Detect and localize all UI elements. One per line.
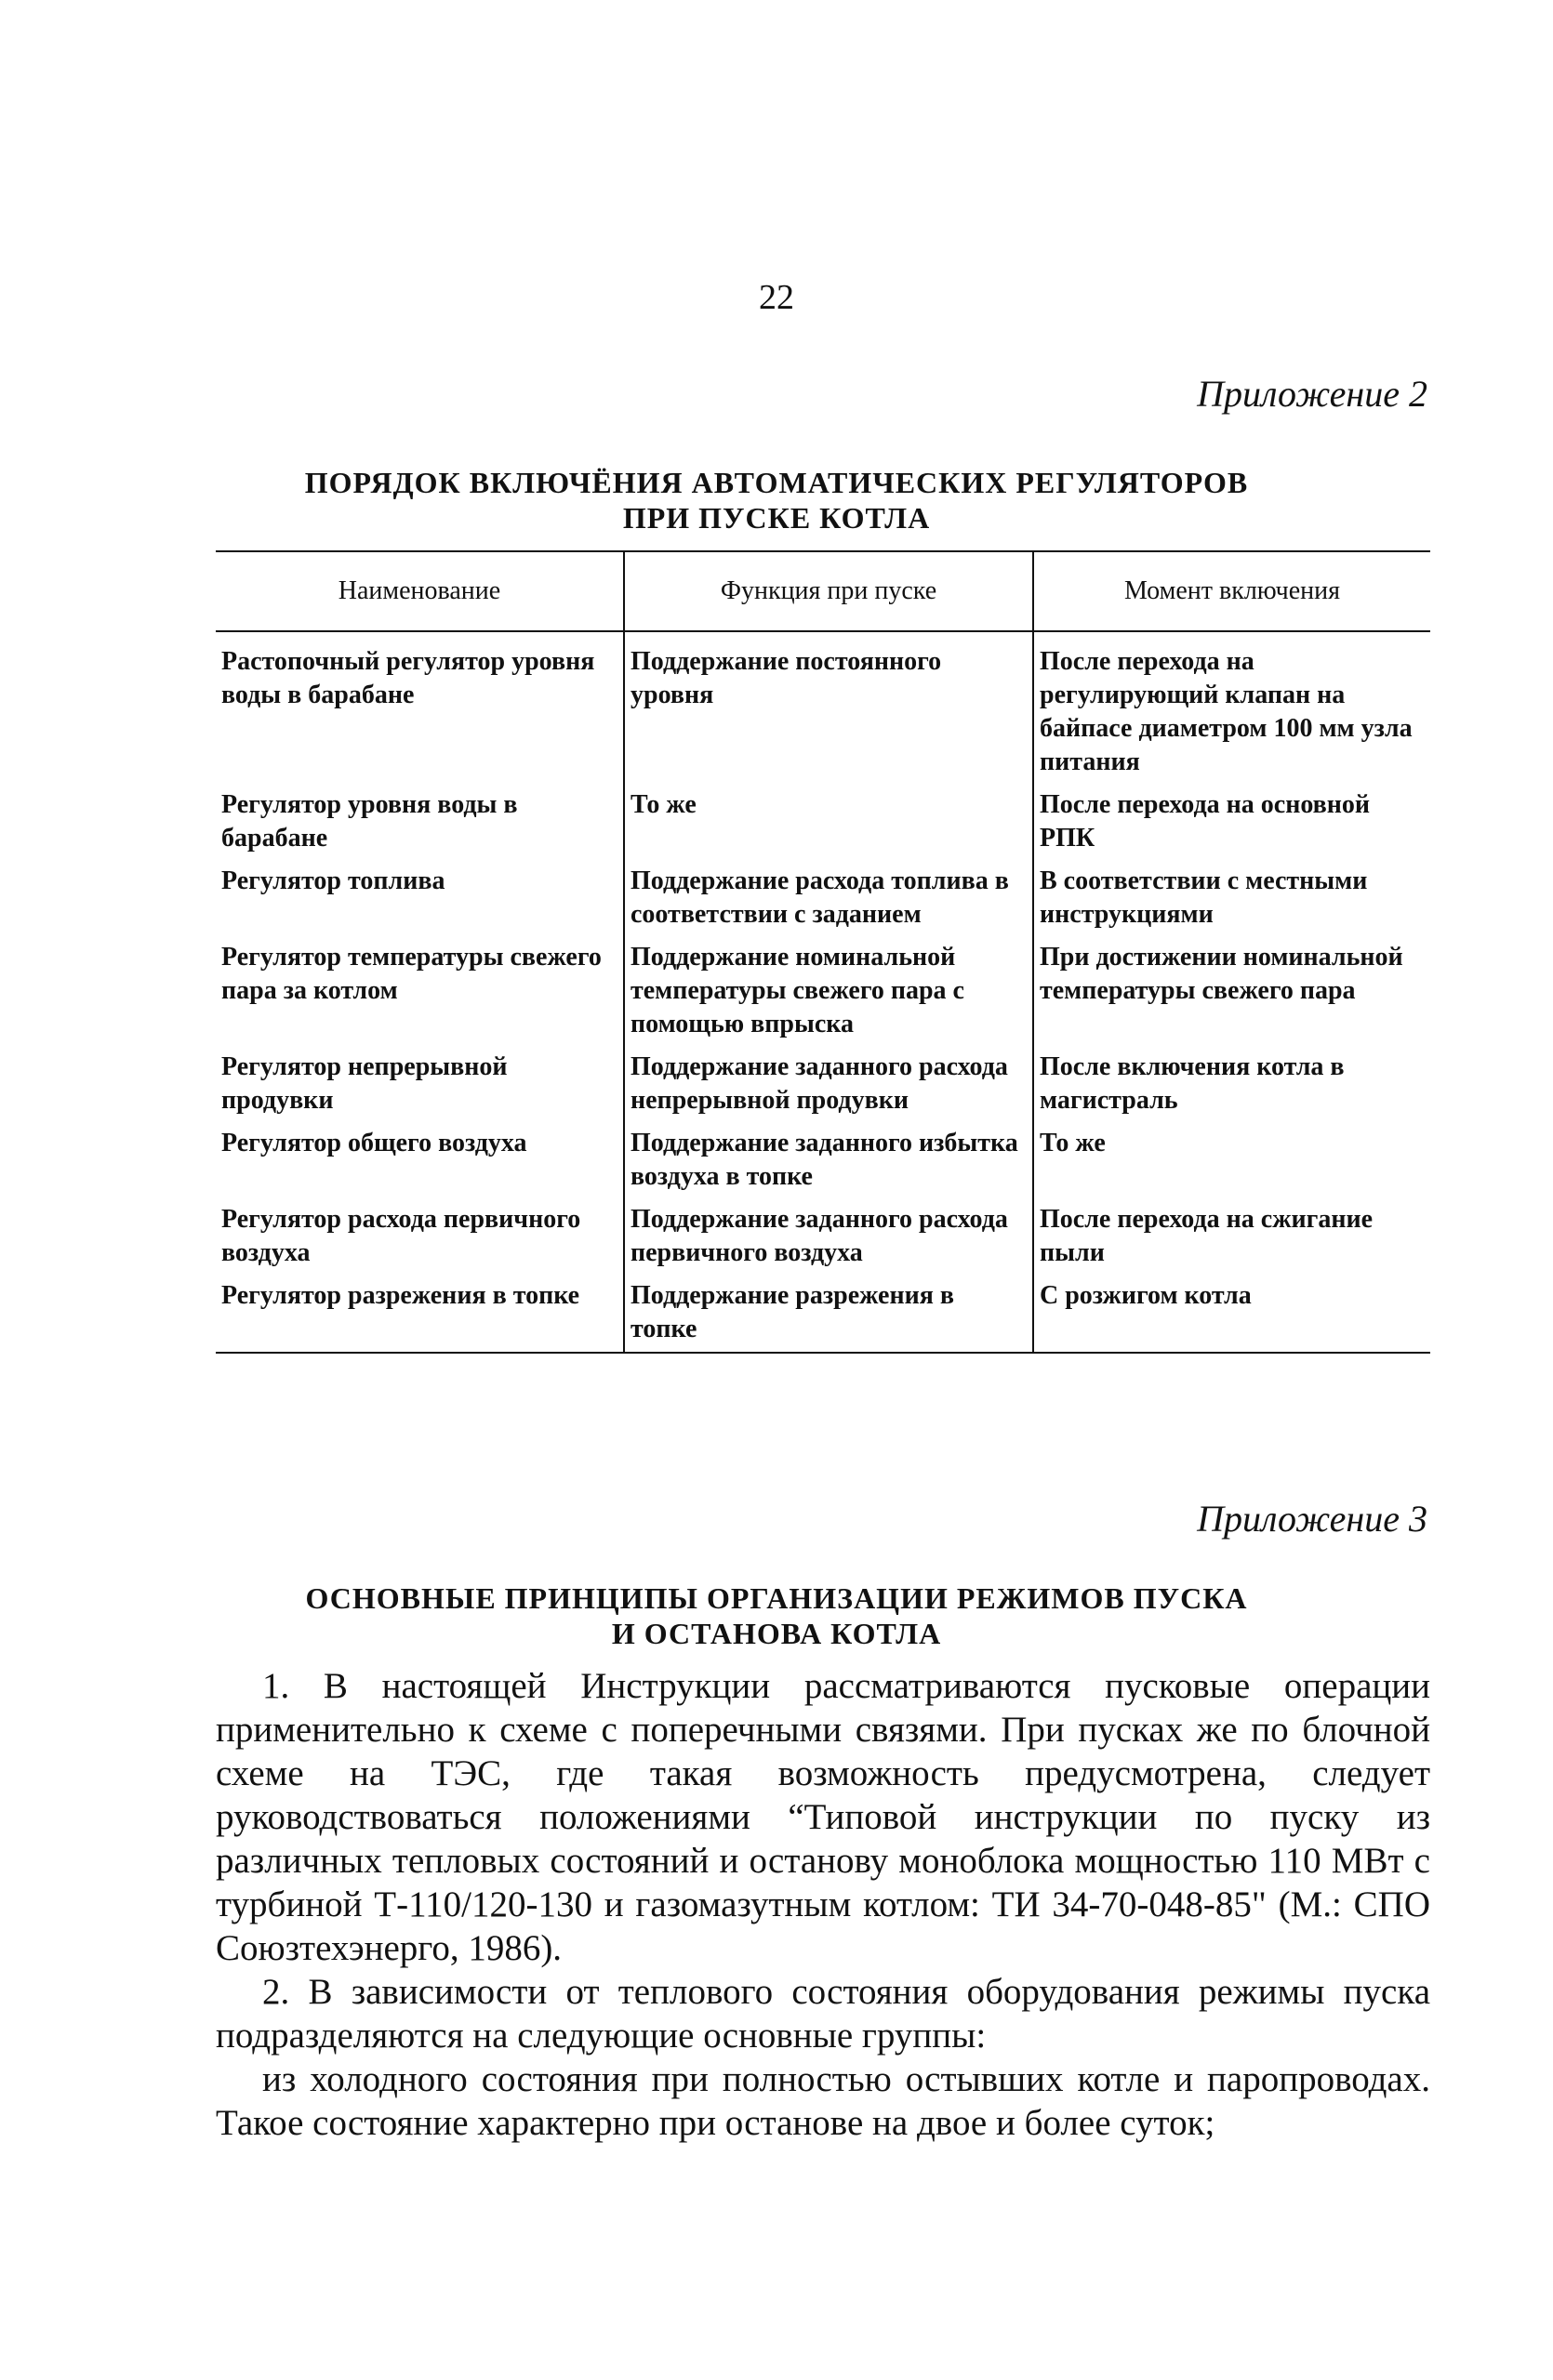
table-row — [216, 937, 1430, 1047]
cell-function: Поддержание разрежения в топке — [624, 1276, 1033, 1353]
paragraph: 1. В настоящей Инструкции рассматриваются пусковые операции применительно к схеме с поперечными связями. При пусках же по блочной схеме на ТЭС, где такая возможность предусмотрена, следует руководствоваться положениями “Типовой инструкции по пуску из различных тепловых состояний и останову моноблока мощностью 110 МВт с турбиной Т-110/120-130 и газомазутным котлом: ТИ 34-70-048-85" (М.: СПО Союзтехэнерго, 1986). — [216, 1666, 1430, 1968]
header-function: Функция при пуске — [624, 551, 1033, 631]
title-line-2: ПРИ ПУСКЕ КОТЛА — [622, 501, 931, 535]
title-line-1: ПОРЯДОК ВКЛЮЧЁНИЯ АВТОМАТИЧЕСКИХ РЕГУЛЯТОРОВ — [304, 466, 1249, 499]
appendix-3-label: Приложение 3 — [1197, 1498, 1427, 1540]
appendix-2-label: Приложение 2 — [1197, 373, 1427, 415]
title-line-1: ОСНОВНЫЕ ПРИНЦИПЫ ОРГАНИЗАЦИИ РЕЖИМОВ ПУСКА — [305, 1581, 1248, 1615]
cell-name: Регулятор топлива — [221, 866, 445, 895]
cell-function: То же — [624, 785, 1033, 861]
table-row — [216, 1123, 1430, 1199]
paragraph: 2. В зависимости от теплового состояния оборудования режимы пуска подразделяются на следующие основные группы: — [216, 1972, 1430, 2056]
table-row — [216, 1047, 1430, 1123]
cell-name: Регулятор расхода первичного воздуха — [221, 1205, 581, 1267]
table-header-row — [216, 551, 1430, 631]
table-row — [216, 785, 1430, 861]
cell-moment: После включения котла в магистраль — [1033, 1047, 1430, 1123]
cell-moment: При достижении номинальной температуры свежего пара — [1033, 937, 1430, 1047]
appendix-3-title — [0, 1580, 1553, 1651]
header-moment: Момент включения — [1033, 551, 1430, 631]
regulators-table — [216, 550, 1430, 1354]
cell-name: Регулятор непрерывной продувки — [221, 1052, 508, 1115]
appendix-3-body — [216, 1664, 1430, 2145]
cell-name: Растопочный регулятор уровня воды в барабане — [221, 647, 595, 709]
table-row — [216, 861, 1430, 937]
header-name: Наименование — [216, 551, 624, 631]
table-row — [216, 631, 1430, 785]
cell-moment: В соответствии с местными инструкциями — [1033, 861, 1430, 937]
cell-name: Регулятор температуры свежего пара за котлом — [221, 943, 602, 1005]
cell-moment: После перехода на основной РПК — [1033, 785, 1430, 861]
cell-function: Поддержание расхода топлива в соответствии с заданием — [624, 861, 1033, 937]
cell-function: Поддержание заданного избытка воздуха в топке — [624, 1123, 1033, 1199]
cell-function: Поддержание номинальной температуры свежего пара с помощью впрыска — [624, 937, 1033, 1047]
cell-function: Поддержание заданного расхода первичного воздуха — [624, 1199, 1033, 1276]
table-row — [216, 1199, 1430, 1276]
appendix-2-title — [0, 465, 1553, 536]
cell-moment: После перехода на регулирующий клапан на байпасе диаметром 100 мм узла питания — [1033, 631, 1430, 785]
cell-name: Регулятор общего воздуха — [221, 1129, 527, 1157]
cell-moment: То же — [1033, 1123, 1430, 1199]
cell-name: Регулятор уровня воды в барабане — [221, 790, 518, 853]
page-number: 22 — [759, 278, 794, 317]
table-row — [216, 1276, 1430, 1353]
cell-moment: После перехода на сжигание пыли — [1033, 1199, 1430, 1276]
cell-name: Регулятор разрежения в топке — [216, 1276, 624, 1353]
title-line-2: И ОСТАНОВА КОТЛА — [611, 1617, 942, 1650]
cell-function: Поддержание постоянного уровня — [624, 631, 1033, 785]
paragraph: из холодного состояния при полностью остывших котле и паропроводах. Такое состояние характерно при останове на двое и более суток; — [216, 2059, 1430, 2143]
cell-function: Поддержание заданного расхода непрерывной продувки — [624, 1047, 1033, 1123]
cell-moment: С розжигом котла — [1033, 1276, 1430, 1353]
